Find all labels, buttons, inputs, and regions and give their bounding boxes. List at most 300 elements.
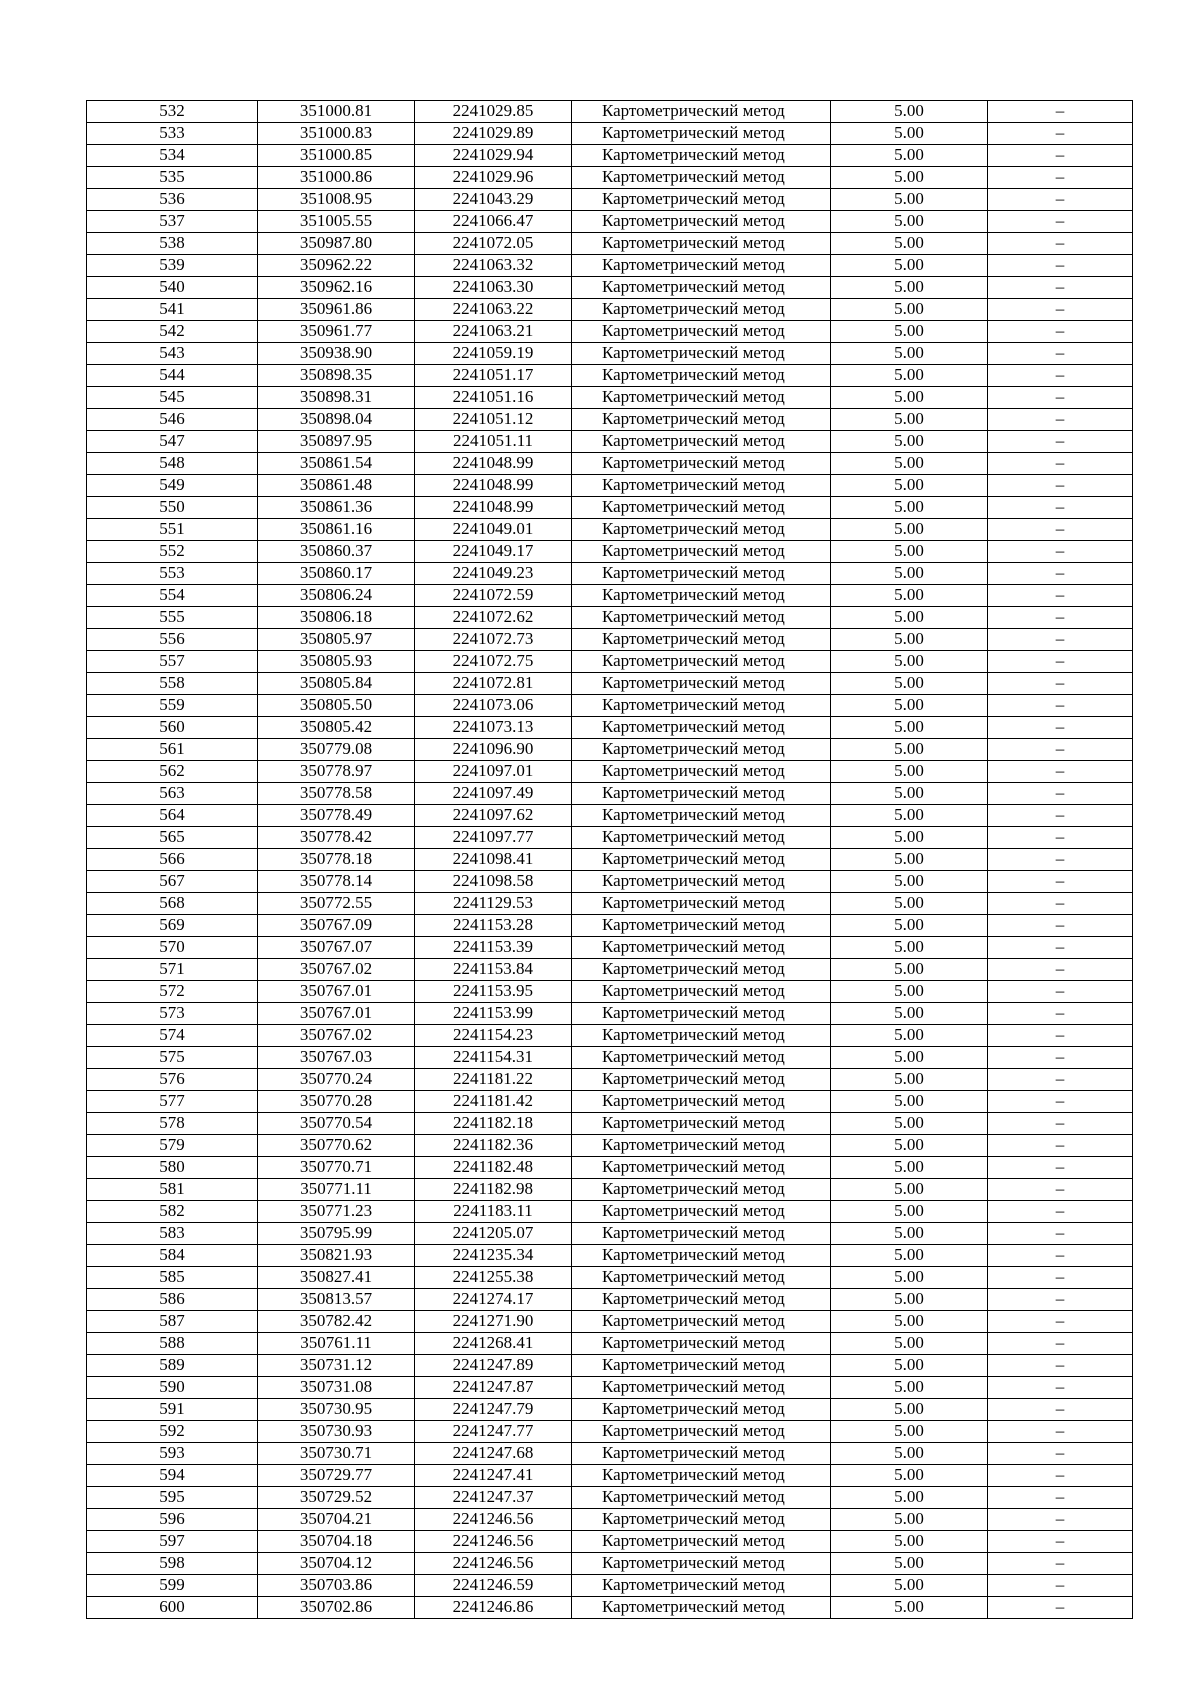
method-cell: Картометрический метод [572,1245,831,1267]
table-row [87,783,1133,805]
x-coordinate-cell: 351008.95 [258,189,415,211]
x-coordinate-cell: 350770.71 [258,1157,415,1179]
point-number-cell: 553 [87,563,258,585]
point-number-cell: 577 [87,1091,258,1113]
accuracy-cell: 5.00 [831,1267,988,1289]
point-number-cell: 547 [87,431,258,453]
note-cell: – [988,1069,1133,1091]
accuracy-cell: 5.00 [831,1487,988,1509]
x-coordinate-cell: 350770.54 [258,1113,415,1135]
table-row [87,1487,1133,1509]
method-cell: Картометрический метод [572,123,831,145]
x-coordinate-cell: 350767.01 [258,981,415,1003]
x-coordinate-cell: 350778.97 [258,761,415,783]
point-number-cell: 583 [87,1223,258,1245]
table-row [87,277,1133,299]
note-cell: – [988,651,1133,673]
accuracy-cell: 5.00 [831,1333,988,1355]
accuracy-cell: 5.00 [831,1003,988,1025]
point-number-cell: 561 [87,739,258,761]
x-coordinate-cell: 350771.11 [258,1179,415,1201]
note-cell: – [988,1267,1133,1289]
point-number-cell: 600 [87,1597,258,1619]
method-cell: Картометрический метод [572,431,831,453]
table-row [87,519,1133,541]
table-row [87,959,1133,981]
x-coordinate-cell: 351000.81 [258,101,415,123]
note-cell: – [988,365,1133,387]
x-coordinate-cell: 350767.07 [258,937,415,959]
x-coordinate-cell: 350779.08 [258,739,415,761]
x-coordinate-cell: 350778.14 [258,871,415,893]
table-row [87,189,1133,211]
note-cell: – [988,959,1133,981]
table-row [87,585,1133,607]
point-number-cell: 552 [87,541,258,563]
x-coordinate-cell: 350703.86 [258,1575,415,1597]
accuracy-cell: 5.00 [831,475,988,497]
method-cell: Картометрический метод [572,849,831,871]
point-number-cell: 566 [87,849,258,871]
note-cell: – [988,1509,1133,1531]
point-number-cell: 589 [87,1355,258,1377]
method-cell: Картометрический метод [572,1223,831,1245]
note-cell: – [988,299,1133,321]
point-number-cell: 546 [87,409,258,431]
table-row [87,409,1133,431]
method-cell: Картометрический метод [572,1487,831,1509]
note-cell: – [988,761,1133,783]
point-number-cell: 533 [87,123,258,145]
method-cell: Картометрический метод [572,1421,831,1443]
y-coordinate-cell: 2241072.75 [415,651,572,673]
note-cell: – [988,1421,1133,1443]
table-row [87,563,1133,585]
note-cell: – [988,497,1133,519]
accuracy-cell: 5.00 [831,1531,988,1553]
x-coordinate-cell: 350861.16 [258,519,415,541]
point-number-cell: 542 [87,321,258,343]
table-row [87,343,1133,365]
method-cell: Картометрический метод [572,893,831,915]
accuracy-cell: 5.00 [831,1113,988,1135]
method-cell: Картометрический метод [572,761,831,783]
x-coordinate-cell: 350961.77 [258,321,415,343]
table-row [87,1047,1133,1069]
accuracy-cell: 5.00 [831,1069,988,1091]
y-coordinate-cell: 2241235.34 [415,1245,572,1267]
point-number-cell: 591 [87,1399,258,1421]
accuracy-cell: 5.00 [831,1135,988,1157]
x-coordinate-cell: 350938.90 [258,343,415,365]
note-cell: – [988,453,1133,475]
accuracy-cell: 5.00 [831,167,988,189]
x-coordinate-cell: 350806.24 [258,585,415,607]
point-number-cell: 594 [87,1465,258,1487]
accuracy-cell: 5.00 [831,695,988,717]
accuracy-cell: 5.00 [831,233,988,255]
point-number-cell: 540 [87,277,258,299]
x-coordinate-cell: 350778.49 [258,805,415,827]
accuracy-cell: 5.00 [831,1443,988,1465]
accuracy-cell: 5.00 [831,1091,988,1113]
method-cell: Картометрический метод [572,981,831,1003]
method-cell: Картометрический метод [572,1003,831,1025]
y-coordinate-cell: 2241097.62 [415,805,572,827]
y-coordinate-cell: 2241096.90 [415,739,572,761]
point-number-cell: 564 [87,805,258,827]
y-coordinate-cell: 2241153.39 [415,937,572,959]
x-coordinate-cell: 350702.86 [258,1597,415,1619]
x-coordinate-cell: 350898.35 [258,365,415,387]
note-cell: – [988,871,1133,893]
point-number-cell: 562 [87,761,258,783]
accuracy-cell: 5.00 [831,827,988,849]
x-coordinate-cell: 350962.22 [258,255,415,277]
table-row [87,1113,1133,1135]
y-coordinate-cell: 2241049.17 [415,541,572,563]
y-coordinate-cell: 2241247.77 [415,1421,572,1443]
x-coordinate-cell: 350767.03 [258,1047,415,1069]
point-number-cell: 582 [87,1201,258,1223]
table-row [87,123,1133,145]
note-cell: – [988,1113,1133,1135]
y-coordinate-cell: 2241029.89 [415,123,572,145]
method-cell: Картометрический метод [572,1597,831,1619]
x-coordinate-cell: 350805.42 [258,717,415,739]
note-cell: – [988,739,1133,761]
x-coordinate-cell: 350805.93 [258,651,415,673]
method-cell: Картометрический метод [572,541,831,563]
point-number-cell: 588 [87,1333,258,1355]
point-number-cell: 571 [87,959,258,981]
table-row [87,1443,1133,1465]
accuracy-cell: 5.00 [831,1399,988,1421]
method-cell: Картометрический метод [572,189,831,211]
point-number-cell: 532 [87,101,258,123]
x-coordinate-cell: 350731.08 [258,1377,415,1399]
accuracy-cell: 5.00 [831,123,988,145]
method-cell: Картометрический метод [572,937,831,959]
y-coordinate-cell: 2241098.58 [415,871,572,893]
accuracy-cell: 5.00 [831,145,988,167]
method-cell: Картометрический метод [572,1443,831,1465]
y-coordinate-cell: 2241247.37 [415,1487,572,1509]
table-row [87,1377,1133,1399]
note-cell: – [988,695,1133,717]
method-cell: Картометрический метод [572,1047,831,1069]
note-cell: – [988,1377,1133,1399]
y-coordinate-cell: 2241051.12 [415,409,572,431]
point-number-cell: 548 [87,453,258,475]
note-cell: – [988,145,1133,167]
y-coordinate-cell: 2241072.62 [415,607,572,629]
table-row [87,739,1133,761]
method-cell: Картометрический метод [572,387,831,409]
table-row [87,673,1133,695]
point-number-cell: 551 [87,519,258,541]
method-cell: Картометрический метод [572,1311,831,1333]
table-row [87,1091,1133,1113]
y-coordinate-cell: 2241097.01 [415,761,572,783]
point-number-cell: 541 [87,299,258,321]
x-coordinate-cell: 350827.41 [258,1267,415,1289]
x-coordinate-cell: 350805.84 [258,673,415,695]
table-row [87,1597,1133,1619]
point-number-cell: 536 [87,189,258,211]
x-coordinate-cell: 350962.16 [258,277,415,299]
note-cell: – [988,1201,1133,1223]
accuracy-cell: 5.00 [831,1509,988,1531]
x-coordinate-cell: 350795.99 [258,1223,415,1245]
x-coordinate-cell: 350770.62 [258,1135,415,1157]
point-number-cell: 596 [87,1509,258,1531]
y-coordinate-cell: 2241153.84 [415,959,572,981]
table-row [87,871,1133,893]
x-coordinate-cell: 350805.50 [258,695,415,717]
note-cell: – [988,409,1133,431]
table-row [87,1069,1133,1091]
note-cell: – [988,519,1133,541]
accuracy-cell: 5.00 [831,1553,988,1575]
x-coordinate-cell: 350729.77 [258,1465,415,1487]
x-coordinate-cell: 350767.01 [258,1003,415,1025]
method-cell: Картометрический метод [572,233,831,255]
method-cell: Картометрический метод [572,1157,831,1179]
y-coordinate-cell: 2241063.32 [415,255,572,277]
point-number-cell: 567 [87,871,258,893]
y-coordinate-cell: 2241182.48 [415,1157,572,1179]
x-coordinate-cell: 350767.09 [258,915,415,937]
y-coordinate-cell: 2241153.95 [415,981,572,1003]
method-cell: Картометрический метод [572,1377,831,1399]
y-coordinate-cell: 2241029.85 [415,101,572,123]
y-coordinate-cell: 2241247.41 [415,1465,572,1487]
accuracy-cell: 5.00 [831,959,988,981]
y-coordinate-cell: 2241063.21 [415,321,572,343]
note-cell: – [988,1223,1133,1245]
note-cell: – [988,1553,1133,1575]
note-cell: – [988,717,1133,739]
y-coordinate-cell: 2241098.41 [415,849,572,871]
point-number-cell: 584 [87,1245,258,1267]
point-number-cell: 534 [87,145,258,167]
method-cell: Картометрический метод [572,1289,831,1311]
table-row [87,365,1133,387]
point-number-cell: 572 [87,981,258,1003]
table-row [87,937,1133,959]
accuracy-cell: 5.00 [831,761,988,783]
note-cell: – [988,673,1133,695]
table-row [87,1399,1133,1421]
table-row [87,717,1133,739]
table-row [87,1333,1133,1355]
table-row [87,1575,1133,1597]
y-coordinate-cell: 2241072.05 [415,233,572,255]
table-row [87,1135,1133,1157]
x-coordinate-cell: 350805.97 [258,629,415,651]
accuracy-cell: 5.00 [831,1597,988,1619]
method-cell: Картометрический метод [572,167,831,189]
table-row [87,1267,1133,1289]
note-cell: – [988,1047,1133,1069]
y-coordinate-cell: 2241271.90 [415,1311,572,1333]
note-cell: – [988,981,1133,1003]
note-cell: – [988,1245,1133,1267]
method-cell: Картометрический метод [572,145,831,167]
method-cell: Картометрический метод [572,1091,831,1113]
point-number-cell: 555 [87,607,258,629]
coordinates-table [86,100,1133,1619]
note-cell: – [988,563,1133,585]
y-coordinate-cell: 2241063.30 [415,277,572,299]
accuracy-cell: 5.00 [831,1025,988,1047]
table-row [87,101,1133,123]
accuracy-cell: 5.00 [831,607,988,629]
point-number-cell: 537 [87,211,258,233]
accuracy-cell: 5.00 [831,189,988,211]
accuracy-cell: 5.00 [831,717,988,739]
note-cell: – [988,343,1133,365]
point-number-cell: 565 [87,827,258,849]
note-cell: – [988,475,1133,497]
note-cell: – [988,189,1133,211]
method-cell: Картометрический метод [572,959,831,981]
point-number-cell: 575 [87,1047,258,1069]
table-row [87,453,1133,475]
point-number-cell: 568 [87,893,258,915]
point-number-cell: 587 [87,1311,258,1333]
accuracy-cell: 5.00 [831,1421,988,1443]
table-row [87,1025,1133,1047]
y-coordinate-cell: 2241063.22 [415,299,572,321]
table-row [87,211,1133,233]
y-coordinate-cell: 2241247.89 [415,1355,572,1377]
note-cell: – [988,1399,1133,1421]
y-coordinate-cell: 2241051.11 [415,431,572,453]
x-coordinate-cell: 350806.18 [258,607,415,629]
method-cell: Картометрический метод [572,805,831,827]
y-coordinate-cell: 2241029.96 [415,167,572,189]
method-cell: Картометрический метод [572,871,831,893]
point-number-cell: 592 [87,1421,258,1443]
note-cell: – [988,915,1133,937]
point-number-cell: 576 [87,1069,258,1091]
accuracy-cell: 5.00 [831,1157,988,1179]
note-cell: – [988,1025,1133,1047]
y-coordinate-cell: 2241048.99 [415,497,572,519]
x-coordinate-cell: 350821.93 [258,1245,415,1267]
x-coordinate-cell: 350778.42 [258,827,415,849]
accuracy-cell: 5.00 [831,981,988,1003]
x-coordinate-cell: 350704.12 [258,1553,415,1575]
x-coordinate-cell: 350897.95 [258,431,415,453]
note-cell: – [988,893,1133,915]
method-cell: Картометрический метод [572,1135,831,1157]
note-cell: – [988,1355,1133,1377]
y-coordinate-cell: 2241048.99 [415,475,572,497]
table-row [87,607,1133,629]
x-coordinate-cell: 350813.57 [258,1289,415,1311]
accuracy-cell: 5.00 [831,937,988,959]
note-cell: – [988,387,1133,409]
y-coordinate-cell: 2241097.77 [415,827,572,849]
table-row [87,475,1133,497]
method-cell: Картометрический метод [572,1201,831,1223]
point-number-cell: 557 [87,651,258,673]
x-coordinate-cell: 350730.93 [258,1421,415,1443]
method-cell: Картометрический метод [572,101,831,123]
y-coordinate-cell: 2241097.49 [415,783,572,805]
y-coordinate-cell: 2241153.28 [415,915,572,937]
method-cell: Картометрический метод [572,343,831,365]
note-cell: – [988,211,1133,233]
method-cell: Картометрический метод [572,1509,831,1531]
method-cell: Картометрический метод [572,695,831,717]
y-coordinate-cell: 2241072.59 [415,585,572,607]
point-number-cell: 549 [87,475,258,497]
accuracy-cell: 5.00 [831,255,988,277]
point-number-cell: 550 [87,497,258,519]
point-number-cell: 558 [87,673,258,695]
x-coordinate-cell: 350778.58 [258,783,415,805]
note-cell: – [988,1443,1133,1465]
point-number-cell: 559 [87,695,258,717]
y-coordinate-cell: 2241051.17 [415,365,572,387]
accuracy-cell: 5.00 [831,497,988,519]
method-cell: Картометрический метод [572,563,831,585]
method-cell: Картометрический метод [572,1267,831,1289]
accuracy-cell: 5.00 [831,673,988,695]
y-coordinate-cell: 2241154.31 [415,1047,572,1069]
x-coordinate-cell: 350861.54 [258,453,415,475]
point-number-cell: 581 [87,1179,258,1201]
table-row [87,1421,1133,1443]
method-cell: Картометрический метод [572,1333,831,1355]
table-row [87,629,1133,651]
note-cell: – [988,827,1133,849]
method-cell: Картометрический метод [572,321,831,343]
note-cell: – [988,1157,1133,1179]
note-cell: – [988,101,1133,123]
method-cell: Картометрический метод [572,1465,831,1487]
method-cell: Картометрический метод [572,365,831,387]
x-coordinate-cell: 350730.95 [258,1399,415,1421]
accuracy-cell: 5.00 [831,277,988,299]
point-number-cell: 535 [87,167,258,189]
x-coordinate-cell: 350761.11 [258,1333,415,1355]
y-coordinate-cell: 2241072.73 [415,629,572,651]
note-cell: – [988,1333,1133,1355]
y-coordinate-cell: 2241255.38 [415,1267,572,1289]
table-row [87,1465,1133,1487]
table-row [87,1553,1133,1575]
x-coordinate-cell: 350767.02 [258,959,415,981]
table-row [87,255,1133,277]
y-coordinate-cell: 2241182.98 [415,1179,572,1201]
y-coordinate-cell: 2241048.99 [415,453,572,475]
accuracy-cell: 5.00 [831,1311,988,1333]
table-row [87,1201,1133,1223]
method-cell: Картометрический метод [572,629,831,651]
table-row [87,915,1133,937]
note-cell: – [988,629,1133,651]
table-row [87,431,1133,453]
note-cell: – [988,1179,1133,1201]
accuracy-cell: 5.00 [831,1047,988,1069]
x-coordinate-cell: 350771.23 [258,1201,415,1223]
point-number-cell: 538 [87,233,258,255]
